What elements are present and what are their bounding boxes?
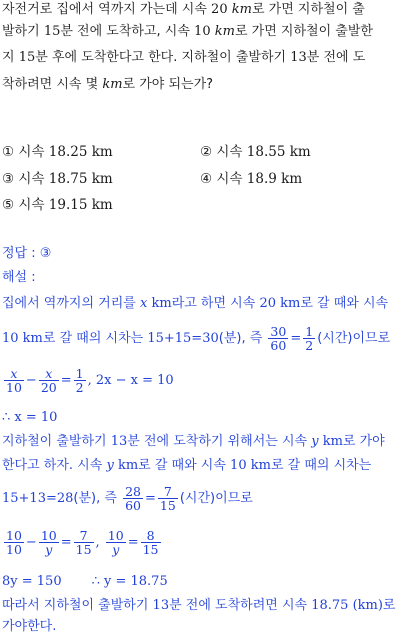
fraction (141, 529, 161, 556)
denominator: y (45, 542, 53, 557)
choice-value: 18.55 km (246, 144, 311, 160)
choice-5[interactable] (2, 193, 113, 213)
choice-number: ③ (2, 171, 15, 187)
numerator: 10 (6, 528, 22, 543)
choice-number: ④ (200, 171, 213, 187)
equals-sign: = (60, 373, 72, 388)
solution-line-6 (2, 456, 371, 476)
fraction (4, 529, 24, 556)
choice-number: ② (200, 144, 213, 160)
problem-text: 발하기 (2, 24, 44, 39)
answer-label: 정답 : (2, 246, 40, 261)
solution-text: 로 갈 때와 시속 (138, 458, 231, 473)
solution-text: 한다고 하자. 시속 (2, 458, 107, 473)
numerator: 10 (40, 528, 57, 543)
choice-number: ① (2, 144, 15, 160)
solution-text: 라고 하면 시속 (171, 296, 260, 311)
solution-line-2 (2, 322, 390, 356)
solution-text: 분 전에 도착하려면 시속 (169, 598, 312, 613)
solution-text: 로 갈 때의 시차는 (42, 331, 148, 346)
answer-line (2, 244, 51, 264)
answer-number: ③ (39, 246, 52, 261)
variable-y: y (311, 434, 319, 449)
problem-text: 로 가면 지하철이 출 (251, 2, 365, 17)
solution-text: (분), 즉 (73, 491, 122, 506)
solution-text: 분 전에 도착하기 위해서는 시속 (127, 434, 312, 449)
solution-line-11 (2, 617, 56, 637)
problem-text: 지 (2, 50, 19, 65)
denominator: 2 (305, 338, 314, 353)
solution-text: 가야한다. (2, 619, 57, 634)
unit-km: km (117, 458, 139, 473)
unit-km: km (322, 434, 343, 449)
solution-text: 로 갈 때의 시차는 (270, 458, 372, 473)
choice-label: 시속 (18, 171, 45, 187)
numerator: 28 (125, 484, 141, 499)
solution-line-8 (2, 526, 163, 560)
equation: 8y = 150 (2, 574, 62, 589)
problem-text: 자전거로 집에서 역까지 가는데 시속 (2, 2, 212, 17)
numerator: 7 (158, 485, 178, 499)
solution-text: (시간)이므로 (179, 491, 253, 506)
choice-value: 18.9 km (246, 171, 303, 187)
numerator: 7 (74, 529, 94, 543)
fraction (303, 325, 315, 352)
fraction (158, 485, 178, 512)
denominator: 60 (270, 338, 287, 353)
minutes-value: 13 (290, 50, 307, 65)
conclusion: ∴ y = 18.75 (91, 574, 168, 589)
solution-line-1 (2, 294, 388, 314)
numerator: 1 (75, 366, 84, 381)
speed-value: 10 (194, 24, 211, 39)
problem-text: 분 전에 도착하고, 시속 (60, 24, 195, 39)
choice-label: 시속 (216, 144, 243, 160)
solution-line-3 (2, 364, 174, 398)
solution-text: 로 가야 (342, 434, 385, 449)
problem-text: 로 가면 지하철이 출발한 (234, 24, 373, 39)
numerator: x (4, 367, 24, 381)
numerator: x (39, 367, 59, 381)
denominator: y (112, 542, 120, 557)
minutes-value: 13 (152, 598, 170, 613)
solution-line-5 (2, 432, 385, 452)
solution-header-text: 해설 : (2, 270, 36, 285)
unit-km: km (102, 77, 123, 92)
denominator: 10 (6, 380, 22, 395)
denominator: 15 (159, 498, 176, 513)
problem-text: 로 가야 되는가? (122, 77, 214, 92)
numerator: 1 (305, 324, 314, 339)
problem-line-2 (2, 22, 373, 42)
speed-value: 10 km (230, 458, 271, 473)
choice-label: 시속 (18, 144, 45, 160)
problem-text: 착하려면 시속 몇 (2, 77, 103, 92)
fraction (39, 529, 59, 556)
equation: 15+15=30 (147, 331, 219, 346)
solution-text: 로 (382, 598, 396, 613)
minutes-value: 13 (110, 434, 128, 449)
separator: , (95, 535, 104, 550)
solution-line-9 (2, 572, 168, 592)
variable-y: y (106, 458, 114, 473)
numerator: 10 (107, 528, 124, 543)
fraction (39, 367, 59, 394)
equals-sign: = (60, 535, 72, 550)
problem-line-1 (2, 0, 365, 20)
solution-text: (분), 즉 (218, 331, 267, 346)
problem-text: 분 후에 도착한다고 한다. 지하철이 출발하기 (35, 50, 291, 65)
denominator: 20 (40, 380, 57, 395)
variable-x: x (139, 296, 148, 311)
choice-number: ⑤ (2, 197, 15, 213)
speed-value: 20 (211, 2, 228, 17)
denominator: 10 (6, 542, 22, 557)
minus-sign: − (25, 373, 37, 388)
choice-1[interactable] (2, 140, 113, 160)
minutes-value: 15 (43, 24, 61, 39)
equation: , 2x − x = 10 (87, 373, 174, 388)
solution-line-10 (2, 596, 395, 616)
choice-value: 19.15 km (48, 197, 113, 213)
solution-text: 로 갈 때와 시속 (300, 296, 389, 311)
minutes-value: 15 (18, 50, 36, 65)
solution-line-7 (2, 482, 253, 516)
choice-3[interactable] (2, 167, 113, 187)
equals-sign: = (290, 331, 302, 346)
problem-text: 분 전에 도 (306, 50, 366, 65)
fraction (123, 485, 143, 512)
equals-sign: = (145, 491, 156, 506)
solution-text: 지하철이 출발하기 (2, 434, 111, 449)
choice-4[interactable] (200, 167, 302, 187)
choice-value: 18.75 km (48, 171, 113, 187)
solution-text: 집에서 역까지의 거리를 (2, 296, 140, 311)
minus-sign: − (25, 535, 37, 550)
equals-sign: = (127, 535, 139, 550)
unit-km: km (231, 2, 252, 17)
fraction (74, 529, 94, 556)
choice-value: 18.25 km (48, 144, 113, 160)
problem-line-3 (2, 48, 365, 68)
denominator: 15 (75, 542, 92, 557)
solution-line-4 (2, 408, 57, 428)
fraction (74, 367, 86, 394)
speed-value: 10 km (2, 331, 43, 346)
denominator: 60 (125, 498, 141, 513)
conclusion: ∴ x = 10 (2, 410, 58, 425)
denominator: 2 (75, 380, 84, 395)
unit-km: km (151, 296, 172, 311)
solution-text: 따라서 지하철이 출발하기 (2, 598, 153, 613)
choice-label: 시속 (216, 171, 243, 187)
speed-value: 20 km (259, 296, 301, 311)
fraction (268, 325, 288, 352)
numerator: 8 (141, 529, 161, 543)
solution-header (2, 268, 36, 288)
final-answer-value: 18.75 (km) (311, 598, 383, 613)
choice-label: 시속 (18, 197, 45, 213)
denominator: 15 (142, 542, 159, 557)
choice-2[interactable] (200, 140, 311, 160)
unit-km: km (214, 24, 235, 39)
solution-text: (시간)이므로 (317, 331, 391, 346)
fraction (4, 367, 24, 394)
equation: 15+13=28 (2, 491, 74, 506)
problem-line-4 (2, 75, 213, 95)
numerator: 30 (270, 324, 287, 339)
fraction (106, 529, 126, 556)
